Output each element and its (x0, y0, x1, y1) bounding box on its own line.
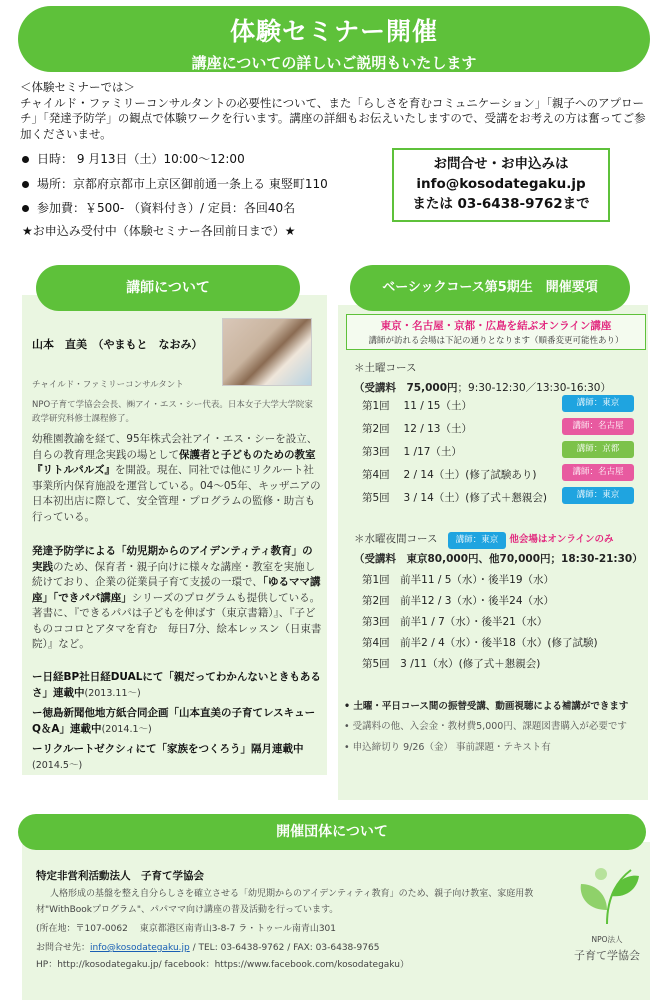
wednesday-session: 第1回 前半11 / 5（水）・後半19（水） (362, 574, 555, 586)
saturday-session: 第4回 2 / 14（土）(修了試験あり) (362, 469, 537, 481)
online-subtitle: 講師が訪れる会場は下記の通りとなります（順番変更可能性あり） (368, 336, 624, 346)
org-email-link[interactable]: info@kosodategaku.jp (90, 943, 190, 953)
wednesday-session: 第3回 前半1 / 7（水）・後半21（水） (362, 616, 548, 628)
wednesday-session: 第4回 前半2 / 4（水）・後半18（水）(修了試験) (362, 637, 598, 649)
instructor-location-tag: 講師：東京 (562, 395, 634, 412)
wednesday-instructor-tag: 講師：東京 (448, 532, 506, 549)
org-web[interactable]: HP：http://kosodategaku.jp/ facebook：https://www.facebook.com/kosodategaku） (36, 960, 409, 970)
contact-box (392, 148, 610, 222)
note-2: • 受講料の他、入会金・教材費5,000円、課題図書購入が必要です (344, 721, 627, 732)
online-title: 東京・名古屋・京都・広島を結ぶオンライン講座 (380, 320, 612, 332)
wednesday-title: ＊水曜夜間コース 講師：東京 他会場はオンラインのみ (354, 531, 614, 549)
saturday-session: 第5回 3 / 14（土）(修了式＋懇親会) (362, 492, 547, 504)
saturday-session: 第1回 11 / 15（土） (362, 400, 472, 412)
instructor-bio: NPO子育て学協会会長、㈱アイ・エス・シー代表。日本女子大学大学院家政学研究科修士課程修了。 (32, 400, 313, 424)
org-name: 特定非営利活動法人 子育て学協会 (36, 870, 204, 882)
bullet-icon (22, 181, 29, 188)
contact-email[interactable]: info@kosodategaku.jp (416, 176, 586, 192)
detail-note: ★お申込み受付中（体験セミナー各回前日まで）★ (22, 224, 296, 238)
instructor-header: 講師について (36, 265, 300, 311)
detail-date: 日時： 9 月13日（土）10:00～12:00 (22, 150, 245, 167)
org-logo (567, 860, 647, 970)
media-item-3: ーリクルートゼクシィにて「家族をつくろう」隔月連載中 (2014.5～) (32, 743, 304, 771)
course-notes (344, 698, 644, 753)
instructor-name: 山本 直美 （やまもと なおみ） (32, 338, 203, 351)
intro-section (20, 80, 656, 142)
bullet-icon (22, 205, 29, 212)
instructor-location-tag: 講師：東京 (562, 487, 634, 504)
bullet-icon (22, 156, 29, 163)
instructor-location-tag: 講師：名古屋 (562, 418, 634, 435)
page-title: 体験セミナー開催 (229, 17, 438, 46)
wednesday-session: 第5回 3 /11（水）(修了式＋懇親会) (362, 658, 541, 670)
saturday-title: ＊土曜コース (354, 362, 417, 374)
leaf-icon (567, 860, 647, 930)
contact-line1: お問合せ・お申込みは (433, 156, 569, 172)
wednesday-session: 第2回 前半12 / 3（水）・後半24（水） (362, 595, 555, 607)
instructor-role: チャイルド・ファミリーコンサルタント (32, 380, 184, 390)
instructor-photo (222, 318, 312, 386)
instructor-location-tag: 講師：京都 (562, 441, 634, 458)
logo-small-text: NPO法人 (591, 935, 623, 944)
note-1: • 土曜・平日コース間の振替受講、動画視聴による補講ができます (344, 701, 629, 712)
saturday-fee: （受講料 75,000円；9:30-12:30／13:30-16:30） (354, 382, 611, 394)
org-address: (所在地：〒107-0062 東京都港区南青山3-8-7 ラ・トゥール南青山301 (36, 924, 337, 934)
intro-heading: ＜体験セミナーでは＞ (20, 80, 135, 94)
wednesday-fee: （受講料 東京80,000円、他70,000円；18:30-21:30） (354, 553, 643, 565)
media-item-1: ー日経BP社日経DUALにて「親だってわかんないときもあるさ」連載中(2013.11～) (32, 671, 321, 699)
online-banner (346, 314, 646, 350)
saturday-session: 第3回 1 /17（土） (362, 446, 462, 458)
org-header: 開催団体について (18, 814, 646, 850)
media-item-2: ー徳島新聞他地方紙合同企画「山本直美の子育てレスキューQ＆A」連載中(2014.1～) (32, 707, 316, 735)
detail-fee: 参加費：￥500- （資料付き）/ 定員：各回40名 (22, 199, 295, 216)
intro-body: チャイルド・ファミリーコンサルタントの必要性について、また「らしさを育むコミュニケーション」「親子へのアプローチ」「発達予防学」の観点で体験ワークを行います。講座の詳細もお伝えいたしますので、受講をお考えの方は奮ってご参加くださいませ。 (20, 95, 646, 141)
title-banner (18, 6, 650, 72)
instructor-paragraph2: 発達予防学による「幼児期からのアイデンティティ教育」の実践のため、保育者・親子向けに様々な講座・教室を実施し続けており、企業の従業員子育て支援の一環で、「ゆるママ講座」「できパパ講座」シリーズのプログラムも提供している。著書に、『できるパパは子どもを伸ばす（東京書籍）』、『子どものココロとアタマを育む 毎日7分、絵本レッスン（日東書院）』など。 (32, 545, 322, 650)
course-header: ベーシックコース第5期生 開催要項 (350, 265, 630, 311)
saturday-session: 第2回 12 / 13（土） (362, 423, 472, 435)
org-contact: お問合せ先：info@kosodategaku.jp / TEL: 03-6438-9762 / FAX: 03-6438-9765 (36, 943, 380, 953)
instructor-location-tag: 講師：名古屋 (562, 464, 634, 481)
logo-text: 子育て学協会 (574, 949, 640, 962)
note-3: • 申込締切り 9/26（金） 事前課題・テキスト有 (344, 742, 551, 753)
instructor-paragraph1: 幼稚園教諭を経て、95年株式会社アイ・エス・シーを設立、自らの教育理念実践の場として保護者と子どものための教室『リトルパルズ』を開設。現在、同社では他にリクルート社事業所内保育施設を運営している。04～05年、キッザニアの日本初出店に際して、安全管理・プログラムの監修・助言も行っている。 (32, 433, 321, 523)
page-subtitle: 講座についての詳しいご説明もいたします (191, 54, 477, 72)
org-description: 人格形成の基盤を整え自分らしさを確立させる「幼児期からのアイデンティティ教育」のため、親子向け教室、家庭用教材"WithBookプログラム"、パパママ向け講座の普及活動を行っています。 (36, 889, 534, 915)
contact-phone: または 03-6438-9762まで (412, 196, 590, 212)
detail-place: 場所：京都府京都市上京区御前通一条上る 東竪町110 (22, 175, 328, 192)
